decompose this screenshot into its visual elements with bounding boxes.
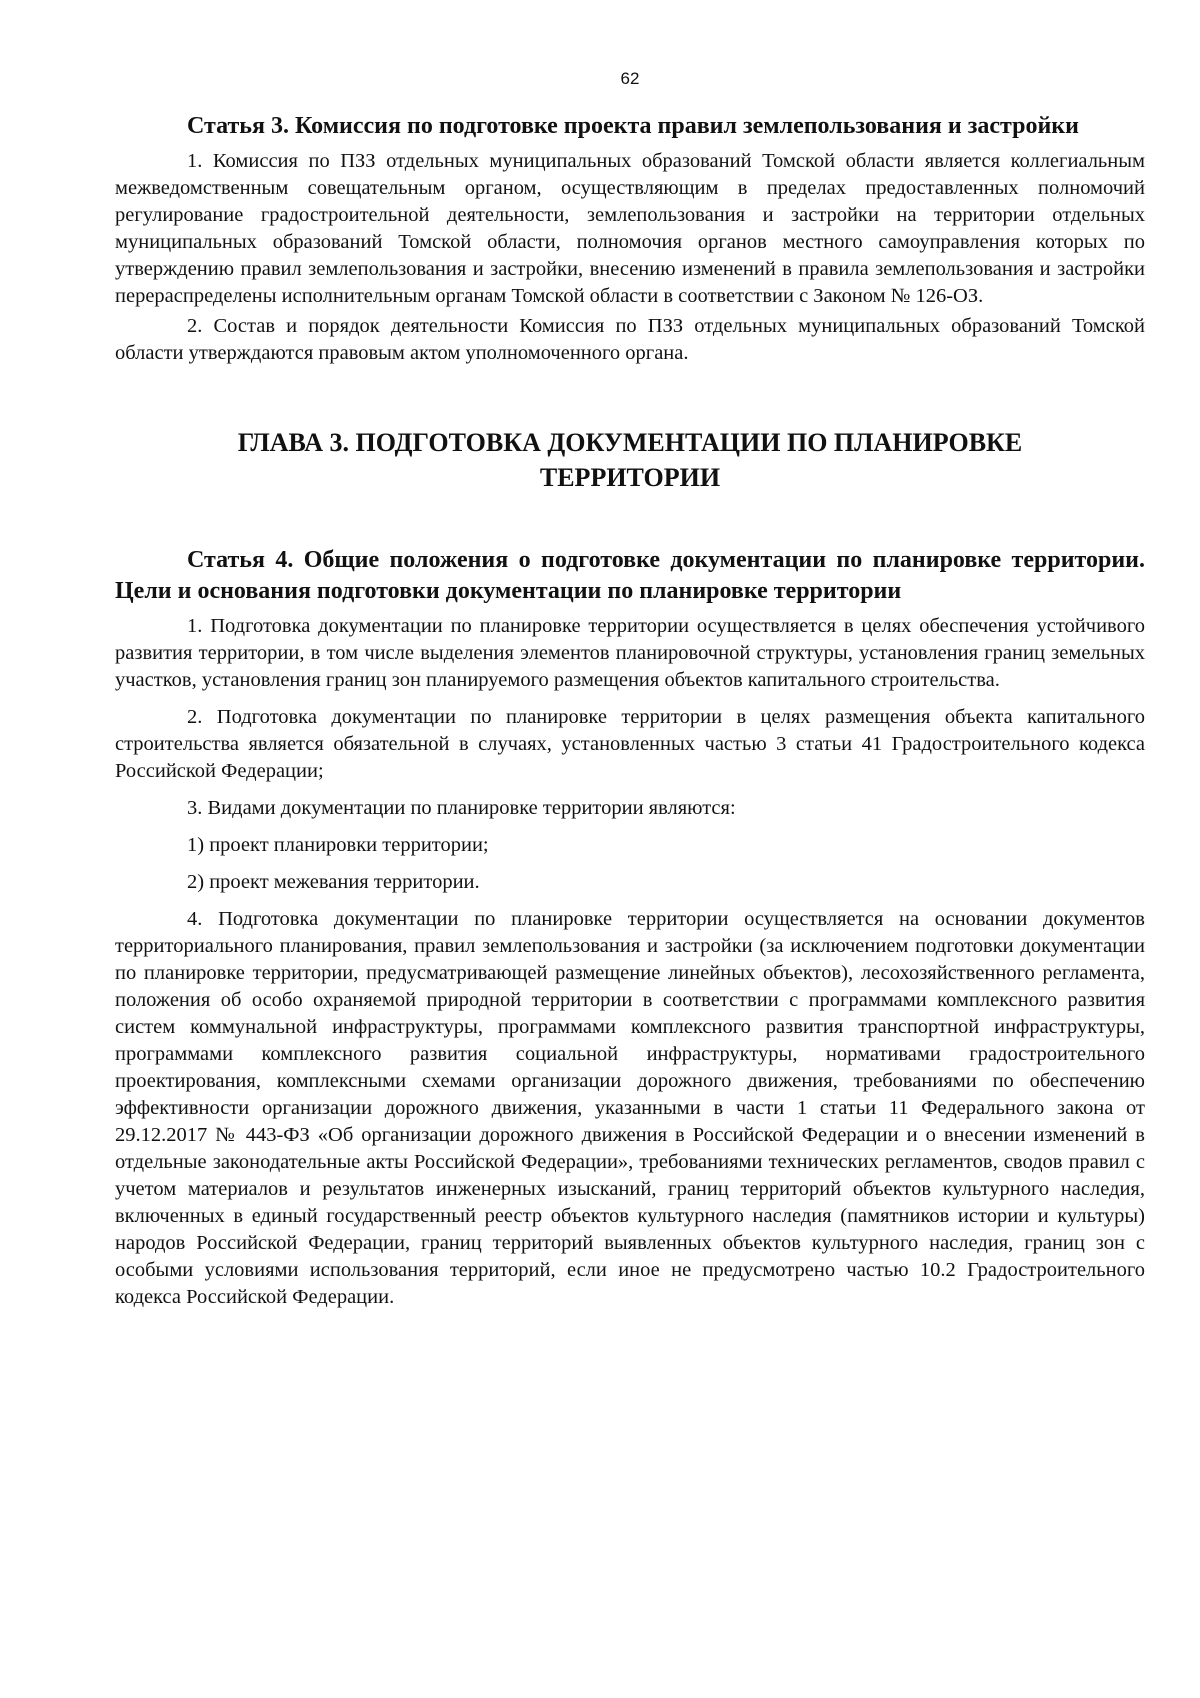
article-4-paragraph-2: 2. Подготовка документации по планировке территории в целях размещения объекта капитального строительства является обязательной в случаях, установленных частью 3 статьи 41 Градостроительного кодекса Российской Федерации; bbox=[115, 706, 1145, 782]
article-3-paragraph-1: 1. Комиссия по ПЗЗ отдельных муниципальных образований Томской области является коллегиальным межведомственным совещательным органом, осуществляющим в пределах предоставленных полномочий регулирование градостроительной деятельности, землепользования и застройки на территории отдельных муниципальных образований Томской области, полномочия органов местного самоуправления которых по утверждению правил землепользования и застройки, внесению изменений в правила землепользования и застройки перераспределены исполнительным органам Томской области в соответствии с Законом № 126-ОЗ. bbox=[115, 150, 1145, 307]
article-4-paragraph-1: 1. Подготовка документации по планировке территории осуществляется в целях обеспечения устойчивого развития территории, в том числе выделения элементов планировочной структуры, установления границ земельных участков, установления границ зон планируемого размещения объектов капитального строительства. bbox=[115, 615, 1145, 691]
article-4-list-item-1: 1) проект планировки территории; bbox=[187, 834, 489, 856]
chapter-3-title bbox=[115, 425, 1145, 495]
chapter-3-title-line-1: ГЛАВА 3. ПОДГОТОВКА ДОКУМЕНТАЦИИ ПО ПЛАНИРОВКЕ bbox=[237, 428, 1023, 457]
article-4-paragraph-3: 3. Видами документации по планировке территории являются: bbox=[187, 797, 736, 819]
document-page bbox=[115, 68, 1145, 1314]
article-3-title: Статья 3. Комиссия по подготовке проекта правил землепользования и застройки bbox=[187, 113, 1079, 139]
article-3-paragraph-2: 2. Состав и порядок деятельности Комиссия по ПЗЗ отдельных муниципальных образований Томской области утверждаются правовым актом уполномоченного органа. bbox=[115, 315, 1145, 364]
article-4-title: Статья 4. Общие положения о подготовке документации по планировке территории. Цели и основания подготовки документации по планировке территории bbox=[115, 547, 1145, 604]
page-number: 62 bbox=[620, 69, 640, 88]
article-4-paragraph-4: 4. Подготовка документации по планировке территории осуществляется на основании документов территориального планирования, правил землепользования и застройки (за исключением подготовки документации по планировке территории, предусматривающей размещение линейных объектов), лесохозяйственного регламента, положения об особо охраняемой природной территории в соответствии с программами комплексного развития систем коммунальной инфраструктуры, программами комплексного развития транспортной инфраструктуры, программами комплексного развития социальной инфраструктуры, нормативами градостроительного проектирования, комплексными схемами организации дорожного движения, требованиями по обеспечению эффективности организации дорожного движения, указанными в части 1 статьи 11 Федерального закона от 29.12.2017 № 443-ФЗ «Об организации дорожного движения в Российской Федерации и о внесении изменений в отдельные законодательные акты Российской Федерации», требованиями технических регламентов, сводов правил с учетом материалов и результатов инженерных изысканий, границ территорий объектов культурного наследия, включенных в единый государственный реестр объектов культурного наследия (памятников истории и культуры) народов Российской Федерации, границ территорий выявленных объектов культурного наследия, границ зон с особыми условиями использования территорий, если иное не предусмотрено частью 10.2 Градостроительного кодекса Российской Федерации. bbox=[115, 908, 1145, 1308]
chapter-3-title-line-2: ТЕРРИТОРИИ bbox=[539, 463, 721, 492]
article-4-list-item-2: 2) проект межевания территории. bbox=[187, 871, 480, 893]
